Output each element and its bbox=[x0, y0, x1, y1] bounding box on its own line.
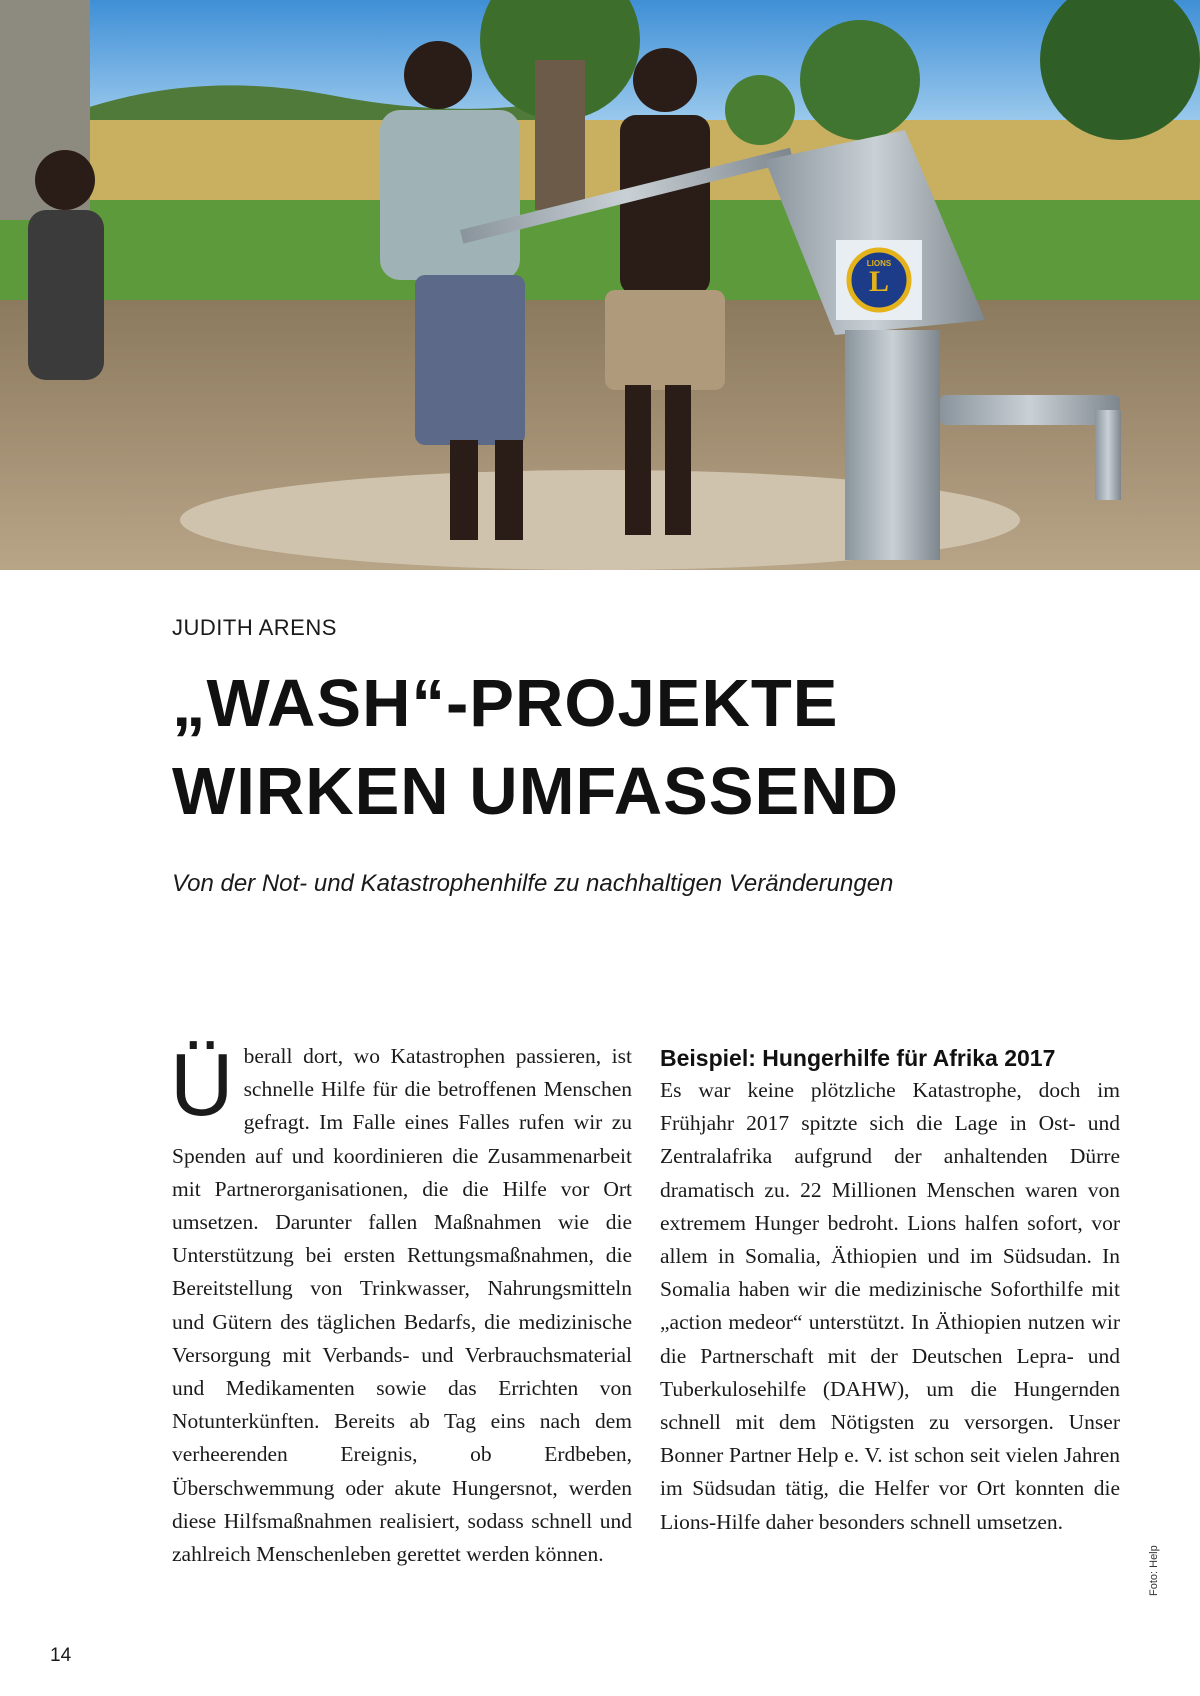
section-heading: Beispiel: Hungerhilfe für Afrika 2017 bbox=[660, 1045, 1056, 1071]
svg-text:L: L bbox=[868, 265, 890, 298]
article-title-line-1: „WASH“-PROJEKTE bbox=[172, 666, 839, 741]
drop-cap: Ü bbox=[170, 1035, 234, 1134]
right-column-text: Es war keine plötzliche Katastrophe, doch im Frühjahr 2017 spitzte sich die Lage in Ost- und Zentralafrika aufgrund der anhaltenden Dürre dramatisch zu. 22 Millionen Menschen waren von extremem Hunger bedroht. Lions halfen sofort, vor allem in Somalia, Äthiopien und im Südsudan. In Somalia haben wir die medizinische Soforthilfe mit „action medeor“ unterstützt. In Äthiopien nutzen wir die Partnerschaft mit der Deutschen Lepra- und Tuberkulosehilfe (DAHW), um die Hungernden schnell mit dem Nötigsten zu versorgen. Unser Bonner Partner Help e. V. ist schon seit vielen Jahren im Südsudan tätig, die Helfer vor Ort konnten die Lions-Hilfe daher besonders schnell umsetzen. bbox=[660, 1078, 1120, 1534]
article-title bbox=[172, 660, 1072, 836]
photo-credit: Foto: Help bbox=[1148, 1545, 1160, 1596]
pump-badge-text: LIONS bbox=[866, 259, 892, 268]
author-name: JUDITH ARENS bbox=[172, 615, 337, 640]
page-number: 14 bbox=[50, 1645, 72, 1666]
right-column bbox=[660, 1042, 1120, 1539]
article-title-line-2: WIRKEN UMFASSEND bbox=[172, 754, 899, 829]
left-column-text: berall dort, wo Katastrophen passieren, ist schnelle Hilfe für die betroffenen Menschen gefragt. Im Falle eines Falles rufen wir zu Spenden auf und koordinieren die Zusammenarbeit mit Partnerorganisationen, die die Hilfe vor Ort umsetzen. Darunter fallen Maßnahmen wie die Unterstützung bei ersten Rettungsmaßnahmen, die Bereitstellung von Trinkwasser, Nahrungsmitteln und Gütern des täglichen Bedarfs, die medizinische Versorgung mit Verbands- und Verbrauchsmaterial und Medikamenten sowie das Errichten von Notunterkünften. Bereits ab Tag eins nach dem verheerenden Ereignis, ob Erdbeben, Überschwemmung oder akute Hungersnot, werden diese Hilfsmaßnahmen realisiert, sodass schnell und zahlreich Menschenleben gerettet werden können. bbox=[172, 1044, 632, 1567]
hero-photo bbox=[0, 0, 1200, 570]
left-column bbox=[170, 1035, 632, 1571]
article-subtitle: Von der Not- und Katastrophenhilfe zu nachhaltigen Veränderungen bbox=[172, 870, 894, 897]
